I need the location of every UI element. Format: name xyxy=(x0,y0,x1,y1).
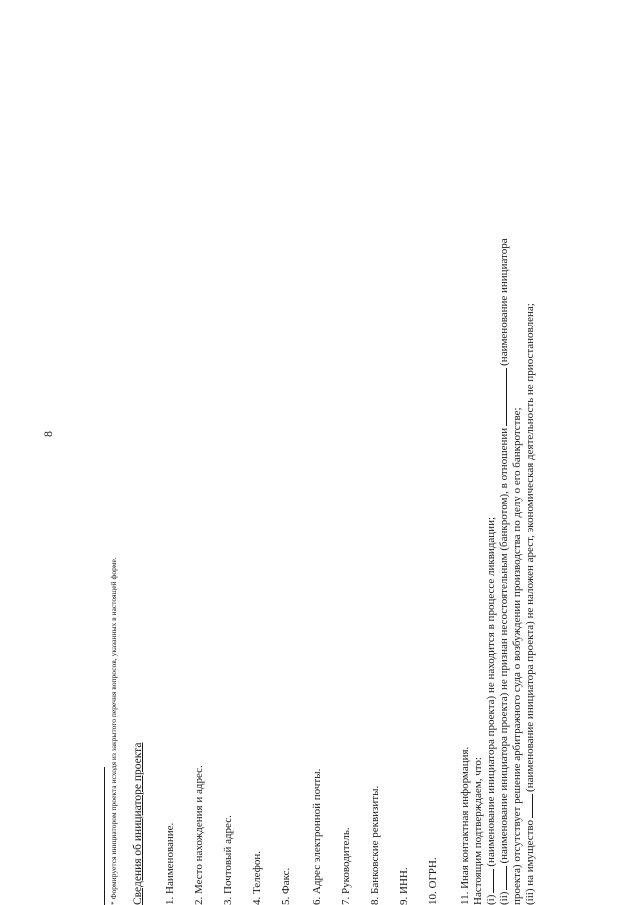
footnote-divider xyxy=(104,767,105,905)
item-postal-address: 3. Почтовый адрес. xyxy=(222,815,234,905)
item-fax: 5. Факс. xyxy=(280,867,292,905)
footnote-text: Формируется инициатором проекта исходя из закрытого перечня вопросов, указанных в настоящей форме. xyxy=(109,557,118,900)
footnote-marker: * xyxy=(109,901,118,905)
clause-i-text: (наименование инициатора проекта) не находится в процессе ликвидации; xyxy=(485,516,497,867)
clause-ii-text: (наименование инициатора проекта) не признан несостоятельным (банкротом), в отношении xyxy=(498,427,510,864)
clause-ii-prefix: (ii) xyxy=(498,891,510,905)
section-heading-prefix: Сведения об xyxy=(132,841,144,905)
fill-in-blank xyxy=(498,866,507,890)
clause-iii-prefix: (iii) на имущество xyxy=(524,819,536,905)
fill-in-blank xyxy=(498,368,507,426)
footnote xyxy=(108,557,120,905)
item-email: 6. Адрес электронной почты. xyxy=(311,768,323,905)
item-inn: 9. ИНН. xyxy=(398,867,410,905)
confirm-intro: Настоящим подтверждаем, что: xyxy=(472,757,484,905)
item-other-contacts: 11. Иная контактная информация. xyxy=(459,746,471,905)
item-bank-details: 8. Банковские реквизиты. xyxy=(369,785,381,905)
fill-in-blank xyxy=(524,794,533,818)
fill-in-blank xyxy=(485,869,494,893)
item-ogrn: 10. ОГРН. xyxy=(427,857,439,905)
clause-iii xyxy=(524,303,536,905)
item-location: 2. Место нахождения и адрес. xyxy=(193,765,205,905)
section-heading xyxy=(132,743,144,905)
item-name: 1. Наименование. xyxy=(164,822,176,905)
clause-i xyxy=(485,517,497,905)
page-number: 8 xyxy=(41,431,55,437)
section-heading-underlined: инициаторе проекта xyxy=(132,742,144,842)
clause-iii-text: (наименование инициатора проекта) не наложен арест, экономическая деятельность не приостановлена; xyxy=(524,303,536,792)
rotated-content xyxy=(109,145,638,905)
clause-ii xyxy=(498,238,510,905)
item-director: 7. Руководитель. xyxy=(340,827,352,905)
clause-i-prefix: (i) xyxy=(485,894,497,905)
clause-ii-tail: (наименование инициатора xyxy=(498,238,510,366)
clause-ii-continuation: проекта) отсутствует решение арбитражного суда о возбуждении производства по делу о его банкротстве; xyxy=(511,407,523,905)
item-phone: 4. Телефон. xyxy=(251,851,263,905)
